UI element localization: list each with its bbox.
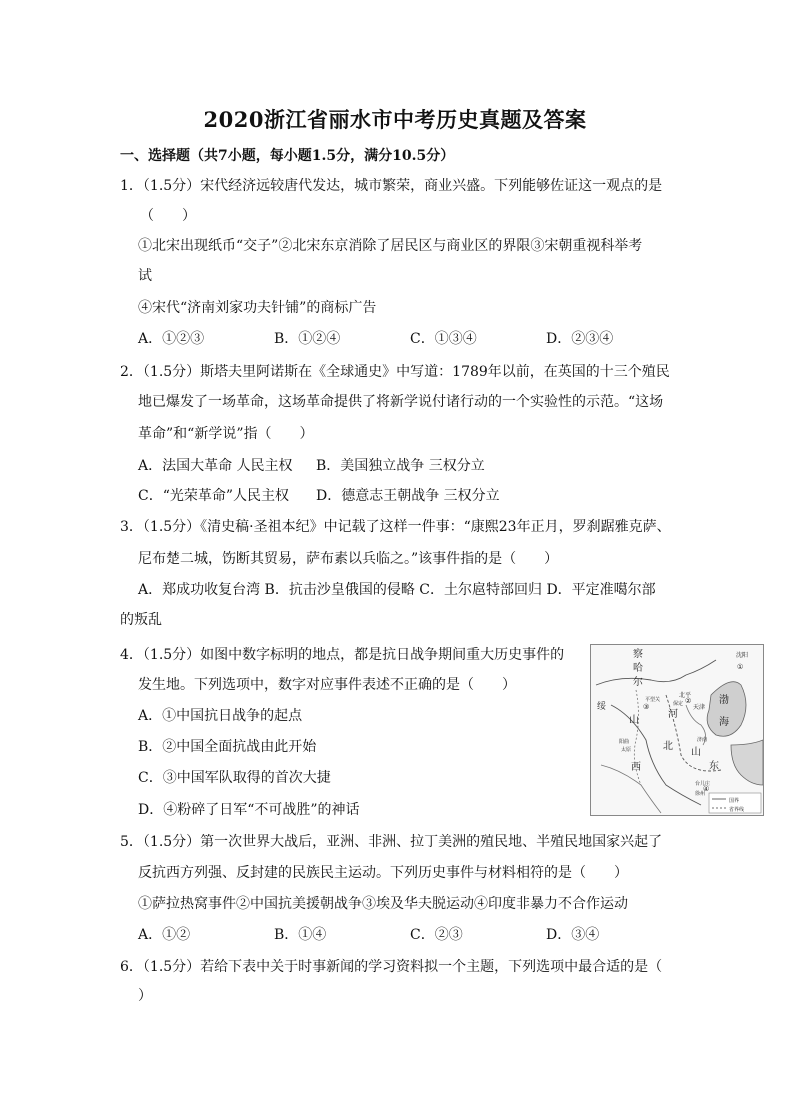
q4-option-d[interactable]: D．④粉碎了日军“不可战胜”的神话 (138, 802, 360, 818)
q1-item-line-2: ④宋代“济南刘家功夫针铺”的商标广告 (138, 300, 377, 316)
q2-option-b[interactable]: B．美国独立战争 三权分立 (316, 458, 485, 474)
q1-option-c[interactable]: C．①③④ (410, 331, 477, 347)
map-label-er: 尔 (633, 677, 643, 688)
section-heading: 一、选择题（共7小题，每小题1.5分，满分10.5分） (120, 148, 455, 164)
q2-option-a[interactable]: A．法国大革命 人民主权 (138, 458, 293, 474)
q1-option-a[interactable]: A．①②③ (138, 331, 205, 347)
legend-label-national: 国界 (729, 798, 740, 804)
map-svg (591, 645, 763, 815)
map-label-yangqu: 阳曲 (619, 739, 630, 745)
map-label-taiyuan: 太原 (621, 747, 632, 753)
q3-stem-line-2: 尼布楚二城，饬断其贸易，萨布素以兵临之。”该事件指的是（ ） (138, 551, 559, 567)
map-label-shan2: 山 (691, 747, 701, 758)
boundary-line (596, 660, 716, 685)
q5-option-a[interactable]: A．①② (138, 927, 191, 943)
map-label-xuzhou: 徐州 (695, 791, 706, 797)
q3-options[interactable]: A．郑成功收复台湾 B．抗击沙皇俄国的侵略 C．土尔扈特部回归 D．平定准噶尔部 (138, 582, 656, 598)
map-label-shan1: 山 (629, 715, 639, 726)
map-mark-2: ② (685, 697, 692, 705)
map-label-he: 河 (668, 709, 678, 720)
map-mark-1: ① (737, 663, 744, 671)
q4-option-a[interactable]: A．①中国抗日战争的起点 (138, 708, 303, 724)
map-label-xi: 西 (631, 762, 641, 773)
q3-options-tail: 的叛乱 (120, 612, 162, 628)
q4-option-b[interactable]: B．②中国全面抗战由此开始 (138, 739, 317, 755)
map-label-taierzhuang: 台儿庄 (695, 781, 711, 787)
q6-stem-line-1: 6．（1.5分）若给下表中关于时事新闻的学习资料拟一个主题，下列选项中最合适的是（ (120, 959, 663, 975)
q1-item-line-1: ①北宋出现纸币“交子”②北宋东京消除了居民区与商业区的界限③宋朝重视科举考 (138, 238, 643, 254)
q2-stem-line-3: 革命”和“新学说”指（ ） (138, 426, 314, 442)
legend-label-provincial: 省界线 (729, 807, 745, 813)
map-mark-4: ④ (703, 785, 710, 793)
q5-item-line: ①萨拉热窝事件②中国抗美援朝战争③埃及华夫脱运动④印度非暴力不合作运动 (138, 896, 628, 912)
q1-option-b[interactable]: B．①②④ (274, 331, 341, 347)
map-label-tianjin: 天津 (693, 704, 706, 711)
q1-options (138, 329, 698, 349)
map-label-ha: 哈 (633, 663, 643, 674)
q2-stem-line-2: 地已爆发了一场革命，这场革命提供了将新学说付诸行动的一个实验性的示范。“这场 (138, 394, 664, 410)
q1-option-d[interactable]: D．②③④ (546, 331, 614, 347)
q1-stem-line-1: 1．（1.5分）宋代经济远较唐代发达，城市繁荣，商业兴盛。下列能够佐证这一观点的是 (120, 178, 663, 194)
q5-option-d[interactable]: D．③④ (546, 927, 600, 943)
page-title: 2020浙江省丽水市中考历史真题及答案 (203, 107, 587, 132)
q5-stem-line-2: 反抗西方列强、反封建的民族民主运动。下列历史事件与材料相符的是（ ） (138, 865, 628, 881)
q4-historical-map (590, 644, 764, 816)
q2-stem-line-1: 2．（1.5分）斯塔夫里阿诺斯在《全球通史》中写道：1789年以前，在英国的十三个殖民 (120, 364, 670, 380)
q4-stem-line-2: 发生地。下列选项中，数字对应事件表述不正确的是（ ） (138, 677, 516, 693)
q4-stem-line-1: 4．（1.5分）如图中数字标明的地点，都是抗日战争期间重大历史事件的 (120, 647, 565, 663)
map-label-sui: 绥 (597, 702, 607, 712)
q3-stem-line-1: 3．（1.5分）《清史稿·圣祖本纪》中记载了这样一件事：“康熙23年正月，罗刹踞雅克萨、 (120, 519, 671, 535)
q1-stem-line-2: （ ） (140, 208, 196, 224)
map-label-baoding: 保定 (673, 701, 684, 707)
map-label-shenyang: 沈阳 (736, 652, 749, 659)
yellow-sea-shape (731, 740, 763, 785)
map-label-jinan: 济南 (697, 737, 708, 743)
boundary-line (611, 705, 701, 805)
map-label-pingxingguan: 平型关 (645, 697, 661, 703)
q2-option-d[interactable]: D．德意志王朝战争 三权分立 (316, 488, 500, 504)
map-label-bei: 北 (663, 741, 673, 752)
q2-option-c[interactable]: C．“光荣革命”人民主权 (138, 488, 290, 504)
map-label-dong: 东 (709, 761, 719, 772)
q5-stem-line-1: 5．（1.5分）第一次世界大战后，亚洲、非洲、拉丁美洲的殖民地、半殖民地国家兴起了 (120, 834, 663, 850)
q6-stem-line-2: ） (138, 988, 152, 1004)
bohai-sea-shape (707, 682, 746, 737)
q5-option-b[interactable]: B．①④ (274, 927, 327, 943)
map-label-hai: 海 (719, 717, 729, 728)
q4-option-c[interactable]: C．③中国军队取得的首次大捷 (138, 770, 331, 786)
q5-option-c[interactable]: C．②③ (410, 927, 463, 943)
q5-options (138, 925, 698, 945)
map-label-bo: 渤 (719, 695, 729, 706)
map-label-cha: 察 (633, 649, 643, 660)
map-label-beiping: 北平 (679, 692, 692, 699)
q1-item-line-1b: 试 (138, 268, 152, 284)
map-mark-3: ③ (643, 703, 650, 711)
